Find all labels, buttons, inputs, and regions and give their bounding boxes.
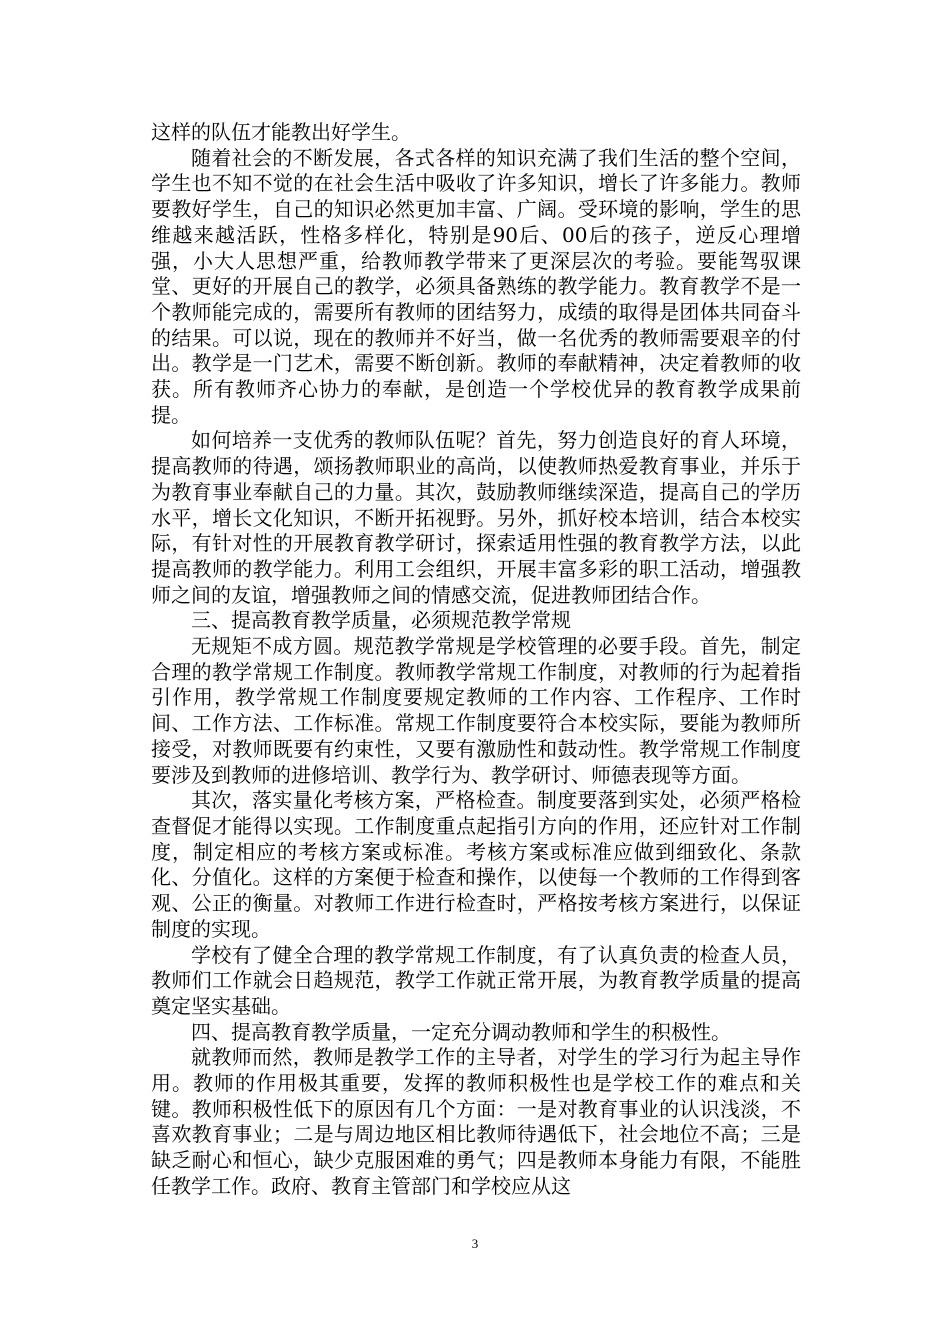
paragraph-teacher-motivation: 就教师而然，教师是教学工作的主导者，对学生的学习行为起主导作用。教师的作用极其重要，发挥的教师积极性也是学校工作的难点和关键。教师积极性低下的原因有几个方面：一是对教育事业的认识浅淡，不喜欢教育事业；二是与周边地区相比教师待遇低下，社会地位不高；三是缺乏耐心和恒心，缺少克服困难的勇气；四是教师本身能力有限，不能胜任教学工作。政府、教育主管部门和学校应从这: [151, 1045, 801, 1198]
section-heading-4: 四、提高教育教学质量，一定充分调动教师和学生的积极性。: [191, 1019, 731, 1044]
section-heading-3: 三、提高教育教学质量，必须规范教学常规: [191, 608, 571, 633]
document-body: [151, 120, 801, 1200]
paragraph-society-development: 随着社会的不断发展，各式各样的知识充满了我们生活的整个空间，学生也不知不觉的在社会生活中吸收了许多知识，增长了许多能力。教师要教好学生，自己的知识必然更加丰富、广阔。受环境的影响，学生的思维越来越活跃，性格多样化，特别是90后、00后的孩子，逆反心理增强，小大人思想严重，给教师教学带来了更深层次的考验。要能驾驭课堂、更好的开展自己的教学，必须具备熟练的教学能力。教育教学不是一个教师能完成的，需要所有教师的团结努力，成绩的取得是团体共同奋斗的结果。可以说，现在的教师并不好当，做一名优秀的教师需要艰辛的付出。教学是一门艺术，需要不断创新。教师的奉献精神，决定着教师的收获。所有教师齐心协力的奉献，是创造一个学校优异的教育教学成果前提。: [151, 145, 801, 427]
page-number: 3: [471, 1236, 479, 1251]
paragraph-teaching-rules: 无规矩不成方圆。规范教学常规是学校管理的必要手段。首先，制定合理的教学常规工作制度。教师教学常规工作制度，对教师的行为起着指引作用，教学常规工作制度要规定教师的工作内容、工作程序、工作时间、工作方法、工作标准。常规工作制度要符合本校实际，要能为教师所接受，对教师既要有约束性，又要有激励性和鼓动性。教学常规工作制度要涉及到教师的进修培训、教学行为、教学研讨、师德表现等方面。: [151, 634, 801, 787]
paragraph-assessment: 其次，落实量化考核方案，严格检查。制度要落到实处，必须严格检查督促才能得以实现。工作制度重点起指引方向的作用，还应针对工作制度，制定相应的考核方案或标准。考核方案或标准应做到细致化、条款化、分值化。这样的方案便于检查和操作，以使每一个教师的工作得到客观、公正的衡量。对教师工作进行检查时，严格按考核方案进行，以保证制度的实现。: [151, 788, 801, 941]
paragraph-teacher-training: 如何培养一支优秀的教师队伍呢？首先，努力创造良好的育人环境，提高教师的待遇，颂扬教师职业的高尚，以使教师热爱教育事业，并乐于为教育事业奉献自己的力量。其次，鼓励教师继续深造，提高自己的学历水平，增长文化知识，不断开拓视野。另外，抓好校本培训，结合本校实际，有针对性的开展教育教学研讨，探索适用性强的教育教学方法，以此提高教师的教学能力。利用工会组织，开展丰富多彩的职工活动，增强教师之间的友谊，增强教师之间的情感交流，促进教师团结合作。: [151, 428, 801, 607]
paragraph-standardization: 学校有了健全合理的教学常规工作制度，有了认真负责的检查人员，教师们工作就会日趋规范，教学工作就正常开展，为教育教学质量的提高奠定坚实基础。: [151, 942, 801, 1018]
paragraph-continuation: 这样的队伍才能教出好学生。: [151, 120, 411, 144]
